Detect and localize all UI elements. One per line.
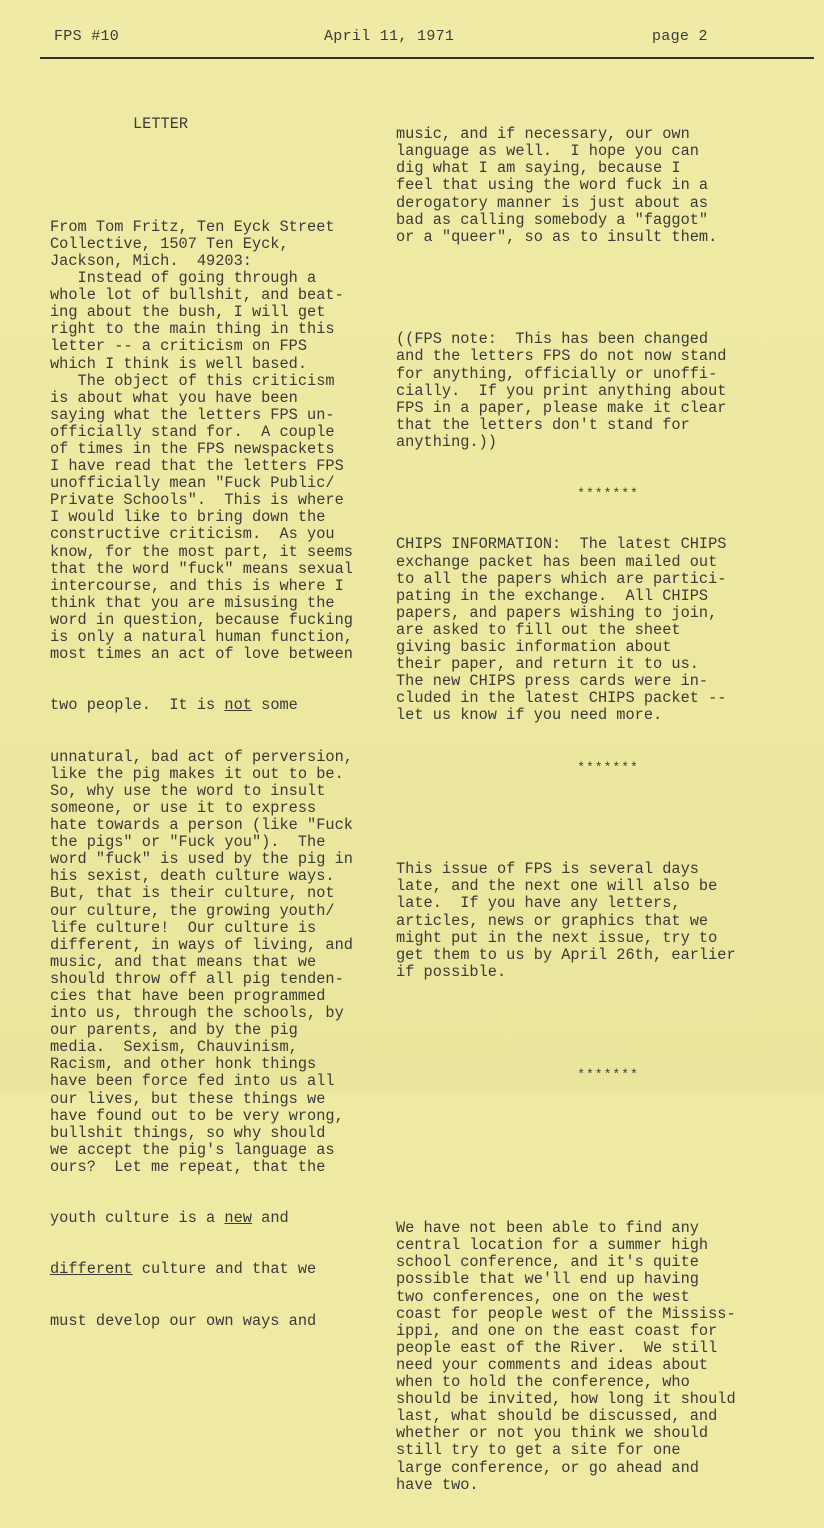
underlined-word: different (50, 1260, 133, 1279)
text-line: when to hold the conference, who (396, 1373, 690, 1392)
right-column (396, 92, 820, 1528)
separator-stars: ******* (577, 486, 639, 502)
underlined-word: new (224, 1209, 252, 1228)
text-line: papers, and papers wishing to join, (396, 603, 718, 622)
conference-notice (396, 1220, 820, 1494)
text-line: need your comments and ideas about (396, 1355, 709, 1374)
separator-stars: ******* (577, 759, 639, 775)
text-line: should throw off all pig tenden- (50, 969, 344, 988)
text-line: most times an act of love between (50, 645, 353, 664)
text-line: I would like to bring down the (50, 508, 326, 527)
text-line: coast for people west of the Mississ- (396, 1304, 736, 1323)
text-line: We have not been able to find any (396, 1219, 699, 1238)
text-line: From Tom Fritz, Ten Eyck Street (50, 217, 335, 236)
text-line: must develop our own ways and (50, 1311, 317, 1330)
text-line: still try to get a site for one (396, 1441, 681, 1460)
text-line: dig what I am saying, because I (396, 159, 681, 178)
spacer (396, 280, 820, 297)
text-line: unnatural, bad act of perversion, (50, 747, 353, 766)
text-fragment: youth culture is a (50, 1209, 225, 1228)
text-line: which I think is well based. (50, 354, 308, 373)
text-line: to all the papers which are partici- (396, 569, 727, 588)
text-line: our parents, and by the pig (50, 1021, 298, 1040)
text-line: I have read that the letters FPS (50, 457, 344, 476)
text-line: are asked to fill out the sheet (396, 620, 681, 639)
text-line: the pigs" or "Fuck you"). The (50, 833, 326, 852)
text-line: is about what you have been (50, 388, 298, 407)
text-line: bullshit things, so why should (50, 1123, 326, 1142)
text-line: different, in ways of living, and (50, 935, 353, 954)
text-line: late. If you have any letters, (396, 894, 681, 913)
text-line: if possible. (396, 962, 507, 981)
issue-date: April 11, 1971 (324, 28, 455, 45)
text-line: But, that is their culture, not (50, 884, 335, 903)
left-column (50, 82, 376, 1364)
text-line: we accept the pig's language as (50, 1140, 335, 1159)
text-line: word "fuck" is used by the pig in (50, 850, 353, 869)
text-line: have been force fed into us all (50, 1072, 335, 1091)
text-line: So, why use the word to insult (50, 781, 326, 800)
text-line: should be invited, how long it should (396, 1390, 736, 1409)
text-line: right to the main thing in this (50, 320, 335, 339)
text-line: have found out to be very wrong, (50, 1106, 344, 1125)
text-line: The object of this criticism (50, 371, 335, 390)
text-line: music, and if necessary, our own (396, 125, 690, 144)
text-line: anything.)) (396, 432, 497, 451)
text-line: derogatory manner is just about as (396, 193, 709, 212)
text-line: is only a natural human function, (50, 628, 353, 646)
text-line: their paper, and return it to us. (396, 655, 699, 674)
text-line: cially. If you print anything about (396, 381, 727, 400)
text-line: into us, through the schools, by (50, 1004, 344, 1023)
header-rule (40, 57, 814, 59)
text-line: life culture! Our culture is (50, 918, 317, 937)
text-line: whether or not you think we should (396, 1424, 709, 1443)
text-line: possible that we'll end up having (396, 1270, 699, 1289)
chips-information (396, 536, 820, 724)
text-line: Racism, and other honk things (50, 1055, 317, 1074)
letter-body (50, 219, 376, 663)
text-line: central location for a summer high (396, 1236, 709, 1255)
text-line: someone, or use it to express (50, 798, 317, 817)
text-line: articles, news or graphics that we (396, 911, 709, 930)
text-line: or a "queer", so as to insult them. (396, 227, 718, 246)
text-line: This issue of FPS is several days (396, 860, 699, 879)
text-line: whole lot of bullshit, and beat- (50, 286, 344, 305)
text-line: cies that have been programmed (50, 986, 326, 1005)
text-line: ours? Let me repeat, that the (50, 1157, 326, 1176)
text-line: two conferences, one on the west (396, 1287, 690, 1306)
text-line: our lives, but these things we (50, 1089, 326, 1108)
text-line: and the letters FPS do not now stand (396, 347, 727, 366)
text-line: think that you are misusing the (50, 593, 335, 612)
text-line: let us know if you need more. (396, 706, 663, 725)
text-line: officially stand for. A couple (50, 422, 335, 441)
text-line: ippi, and one on the east coast for (396, 1321, 718, 1340)
underlined-word: not (224, 696, 252, 715)
text-line: CHIPS INFORMATION: The latest CHIPS (396, 535, 727, 554)
separator-stars: ******* (577, 1067, 639, 1083)
text-line: like the pig makes it out to be. (50, 764, 344, 783)
text-line: unofficially mean "Fuck Public/ (50, 474, 335, 493)
text-line (50, 697, 376, 714)
text-line: school conference, and it's quite (396, 1253, 699, 1272)
text-line (50, 1261, 376, 1278)
text-line: giving basic information about (396, 638, 672, 656)
text-line: have two. (396, 1475, 479, 1494)
text-line: feel that using the word fuck in a (396, 176, 709, 195)
text-line: of times in the FPS newspackets (50, 439, 335, 458)
text-line: get them to us by April 26th, earlier (396, 945, 736, 964)
text-fragment: two people. It is (50, 696, 225, 715)
text-line: last, what should be discussed, and (396, 1407, 718, 1426)
text-line: The new CHIPS press cards were in- (396, 672, 709, 691)
letter-body-continued (50, 749, 376, 1176)
text-line: music, and that means that we (50, 952, 317, 971)
page-number: page 2 (652, 28, 708, 45)
letter-ending (396, 126, 820, 246)
spacer (50, 167, 376, 184)
text-line: bad as calling somebody a "faggot" (396, 210, 709, 229)
text-line: Collective, 1507 Ten Eyck, (50, 234, 289, 253)
text-line: that the word "fuck" means sexual (50, 559, 353, 578)
text-line: our culture, the growing youth/ (50, 901, 335, 920)
text-line: letter -- a criticism on FPS (50, 337, 308, 356)
text-line: people east of the River. We still (396, 1338, 718, 1357)
text-line: ing about the bush, I will get (50, 303, 326, 322)
fps-note (396, 331, 820, 451)
text-line: FPS in a paper, please make it clear (396, 398, 727, 417)
issue-number: FPS #10 (54, 28, 120, 45)
text-line: might put in the next issue, try to (396, 928, 718, 947)
text-fragment: and (251, 1209, 289, 1228)
text-line: saying what the letters FPS un- (50, 405, 335, 424)
spacer (396, 1169, 820, 1186)
spacer (396, 1015, 820, 1032)
text-line: exchange packet has been mailed out (396, 552, 718, 571)
late-issue-notice (396, 861, 820, 981)
text-fragment: some (251, 696, 298, 715)
text-line: cluded in the latest CHIPS packet -- (396, 689, 727, 708)
spacer (396, 810, 820, 827)
text-fragment: culture and that we (132, 1260, 317, 1279)
text-line: pating in the exchange. All CHIPS (396, 586, 709, 605)
text-line: late, and the next one will also be (396, 877, 718, 896)
text-line: word in question, because fucking (50, 610, 353, 629)
text-line (50, 1210, 376, 1227)
text-line: hate towards a person (like "Fuck (50, 816, 353, 835)
text-line: that the letters don't stand for (396, 415, 690, 434)
letter-heading: LETTER (133, 115, 189, 134)
text-line: Private Schools". This is where (50, 491, 344, 510)
text-line: know, for the most part, it seems (50, 542, 353, 561)
text-line: ((FPS note: This has been changed (396, 330, 709, 349)
text-line: large conference, or go ahead and (396, 1458, 699, 1477)
text-line: for anything, officially or unoffi- (396, 364, 718, 383)
text-line: media. Sexism, Chauvinism, (50, 1038, 298, 1057)
text-line: Jackson, Mich. 49203: (50, 251, 252, 270)
text-line: language as well. I hope you can (396, 142, 699, 161)
text-line: his sexist, death culture ways. (50, 867, 335, 886)
spacer (396, 1118, 820, 1135)
text-line: intercourse, and this is where I (50, 576, 344, 595)
text-line: Instead of going through a (50, 269, 317, 288)
text-line: constructive criticism. As you (50, 525, 335, 544)
